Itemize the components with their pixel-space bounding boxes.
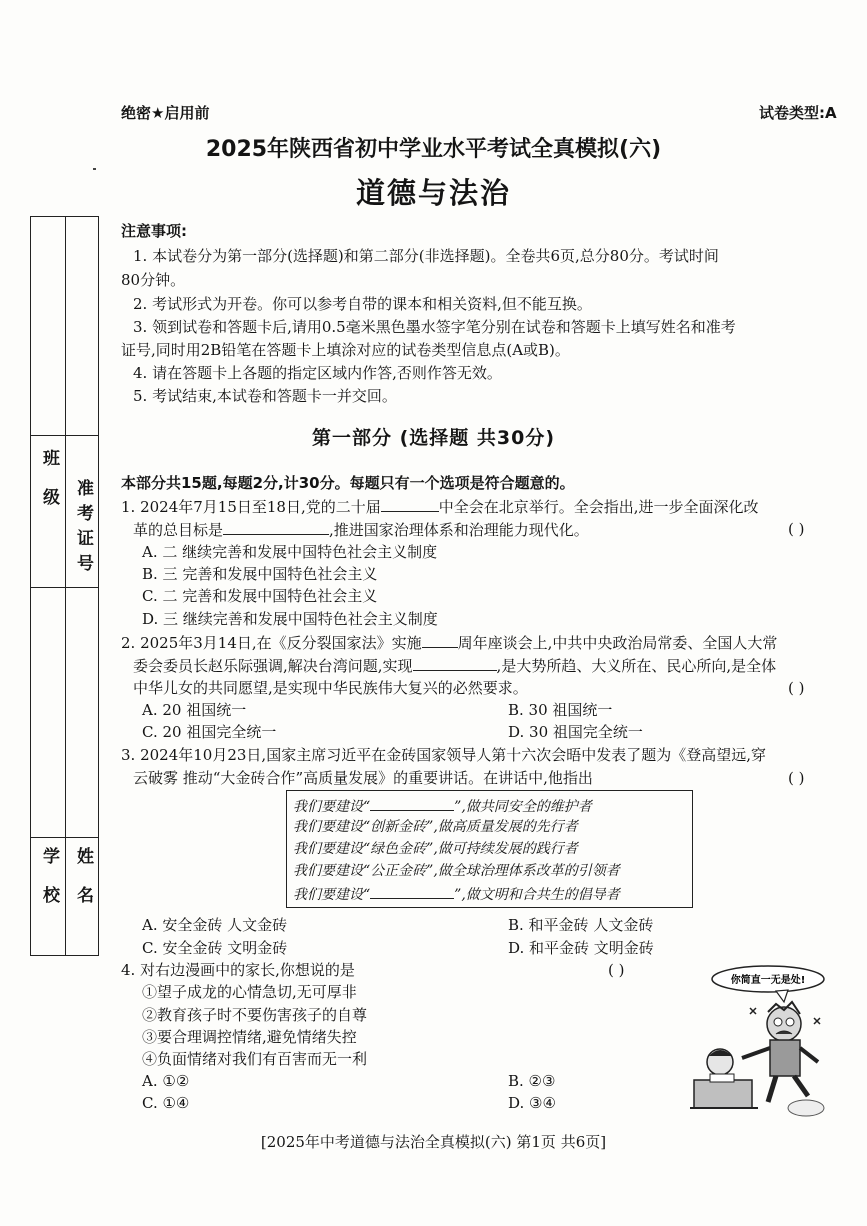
option-c: C. 二 完善和发展中国特色社会主义 — [142, 587, 378, 605]
option-d: D. 三 继续完善和发展中国特色社会主义制度 — [142, 610, 438, 628]
cartoon-bubble-text: 你简直一无是处! — [730, 975, 806, 986]
option-a: A. 安全金砖 人文金砖 — [142, 916, 288, 934]
answer-parens: ( ) — [788, 769, 805, 787]
paper-type: 试卷类型:A — [759, 104, 837, 122]
note-line: 4. 请在答题卡上各题的指定区域内作答,否则作答无效。 — [133, 364, 502, 382]
subject-title: 道德与法治 — [355, 176, 511, 210]
option-b: B. ②③ — [508, 1072, 556, 1090]
option-a: A. 20 祖国统一 — [142, 701, 247, 719]
note-line: 1. 本试卷分为第一部分(选择题)和第二部分(非选择题)。全卷共6页,总分80分。考试时间 — [133, 247, 719, 265]
speech-quote-box — [286, 790, 693, 908]
margin-dash — [93, 168, 96, 170]
parent-scolding-cartoon — [680, 962, 845, 1122]
option-a: A. ①② — [142, 1072, 190, 1090]
page-footer: [2025年中考道德与法治全真模拟(六) 第1页 共6页] — [260, 1133, 607, 1151]
quote-line: 我们要建设“创新金砖”,做高质量发展的先行者 — [293, 819, 578, 835]
quote-line: 我们要建设“绿色金砖”,做可持续发展的践行者 — [293, 841, 578, 857]
school-label: 学 校 — [39, 847, 59, 911]
question-1-line-1: 1. 2024年7月15日至18日,党的二十届 中全会在北京举行。全会指出,进一步全面深化改 — [121, 498, 759, 516]
name-label: 姓 名 — [73, 847, 93, 911]
option-d: D. 30 祖国完全统一 — [508, 723, 643, 741]
statement-4: ④负面情绪对我们有百害而无一利 — [142, 1050, 368, 1068]
statement-2: ②教育孩子时不要伤害孩子的自尊 — [142, 1006, 368, 1024]
exam-number-label: 准考证号 — [73, 479, 93, 579]
option-a: A. 二 继续完善和发展中国特色社会主义制度 — [142, 543, 438, 561]
note-line: 80分钟。 — [121, 271, 186, 289]
option-c: C. ①④ — [142, 1094, 190, 1112]
statement-1: ①望子成龙的心情急切,无可厚非 — [142, 983, 357, 1001]
answer-parens: ( ) — [608, 961, 625, 979]
option-b: B. 三 完善和发展中国特色社会主义 — [142, 565, 378, 583]
note-line: 证号,同时用2B铅笔在答题卡上填涂对应的试卷类型信息点(A或B)。 — [121, 341, 570, 359]
section-intro: 本部分共15题,每题2分,计30分。每题只有一个选项是符合题意的。 — [121, 474, 575, 492]
question-3-line-1: 3. 2024年10月23日,国家主席习近平在金砖国家领导人第十六次会晤中发表了题为《登高望远,穿 — [121, 746, 766, 764]
notes-heading: 注意事项: — [121, 222, 187, 240]
question-2-line-3: 中华儿女的共同愿望,是实现中华民族伟大复兴的必然要求。 — [133, 679, 528, 697]
option-c: C. 20 祖国完全统一 — [142, 723, 277, 741]
question-4-line-1: 4. 对右边漫画中的家长,你想说的是 — [121, 961, 355, 979]
note-line: 5. 考试结束,本试卷和答题卡一并交回。 — [133, 387, 397, 405]
option-b: B. 和平金砖 人文金砖 — [508, 916, 654, 934]
exam-title: 2025年陕西省初中学业水平考试全真模拟(六) — [205, 137, 662, 162]
note-line: 3. 领到试卷和答题卡后,请用0.5毫米黑色墨水签字笔分别在试卷和答题卡上填写姓名和准考 — [133, 318, 736, 336]
answer-parens: ( ) — [788, 520, 805, 538]
option-c: C. 安全金砖 文明金砖 — [142, 939, 288, 957]
question-2-line-1: 2. 2025年3月14日,在《反分裂国家法》实施 周年座谈会上,中共中央政治局常委、全国人大常 — [121, 634, 778, 652]
option-b: B. 30 祖国统一 — [508, 701, 613, 719]
class-label: 班 级 — [39, 449, 59, 513]
note-line: 2. 考试形式为开卷。你可以参考自带的课本和相关资料,但不能互换。 — [133, 295, 592, 313]
binding-margin-table — [30, 216, 99, 956]
question-3-line-2: 云破雾 推动“大金砖合作”高质量发展》的重要讲话。在讲话中,他指出 — [133, 769, 593, 787]
option-d: D. ③④ — [508, 1094, 556, 1112]
question-1-line-2: 革的总目标是 ,推进国家治理体系和治理能力现代化。 — [133, 521, 589, 539]
section-title: 第一部分 (选择题 共30分) — [311, 427, 556, 449]
statement-3: ③要合理调控情绪,避免情绪失控 — [142, 1028, 357, 1046]
answer-parens: ( ) — [788, 679, 805, 697]
quote-line: 我们要建设“公正金砖”,做全球治理体系改革的引领者 — [293, 863, 620, 879]
confidential-mark: 绝密★启用前 — [121, 104, 210, 122]
quote-line: 我们要建设“ ”,做共同安全的维护者 — [293, 796, 592, 816]
quote-line: 我们要建设“ ”,做文明和合共生的倡导者 — [293, 884, 620, 904]
question-2-line-2: 委会委员长赵乐际强调,解决台湾问题,实现 ,是大势所趋、大义所在、民心所向,是全体 — [133, 657, 777, 675]
option-d: D. 和平金砖 文明金砖 — [508, 939, 654, 957]
